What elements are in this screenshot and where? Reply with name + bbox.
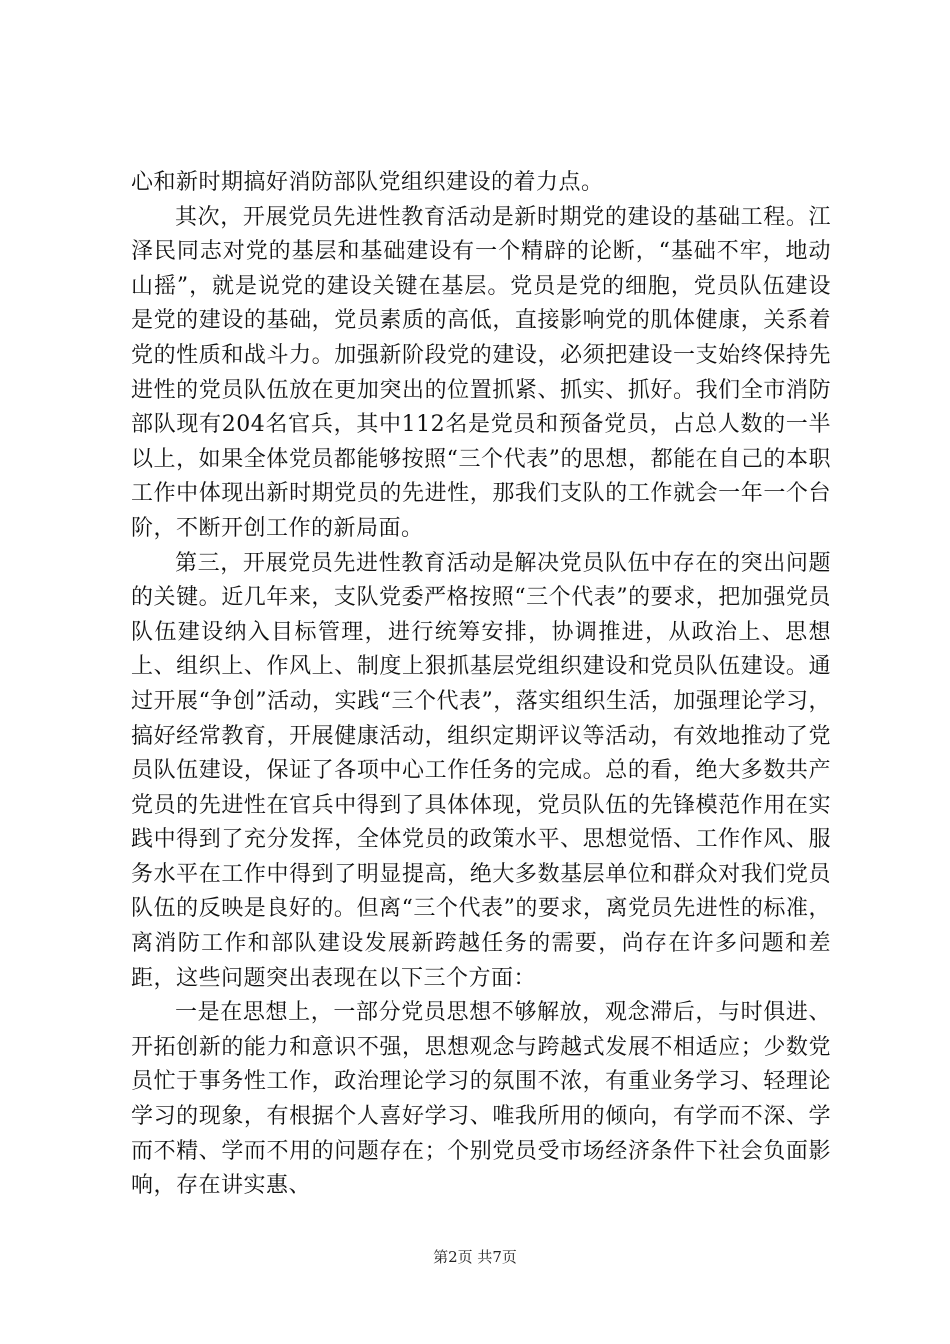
page-number-footer: 第2页 共7页 bbox=[433, 1248, 517, 1266]
paragraph-3: 第三，开展党员先进性教育活动是解决党员队伍中存在的突出问题的关键。近几年来，支队党委严格按照“三个代表”的要求，把加强党员队伍建设纳入目标管理，进行统筹安排，协调推进，从政治上、思想上、组织上、作风上、制度上狠抓基层党组织建设和党员队伍建设。通过开展“争创”活动，实践“三个代表”，落实组织生活，加强理论学习，搞好经常教育，开展健康活动，组织定期评议等活动，有效地推动了党员队伍建设，保证了各项中心工作任务的完成。总的看，绝大多数共产党员的先进性在官兵中得到了具体体现，党员队伍的先锋模范作用在实践中得到了充分发挥，全体党员的政策水平、思想觉悟、工作作风、服务水平在工作中得到了明显提高，绝大多数基层单位和群众对我们党员队伍的反映是良好的。但离“三个代表”的要求，离党员先进性的标准，离消防工作和部队建设发展新跨越任务的需要，尚存在许多问题和差距，这些问题突出表现在以下三个方面： bbox=[131, 550, 831, 991]
document-body bbox=[131, 166, 831, 1204]
paragraph-2: 其次，开展党员先进性教育活动是新时期党的建设的基础工程。江泽民同志对党的基层和基础建设有一个精辟的论断，“基础不牢，地动山摇”，就是说党的建设关键在基层。党员是党的细胞，党员队伍建设是党的建设的基础，党员素质的高低，直接影响党的肌体健康，关系着党的性质和战斗力。加强新阶段党的建设，必须把建设一支始终保持先进性的党员队伍放在更加突出的位置抓紧、抓实、抓好。我们全市消防部队现有204名官兵，其中112名是党员和预备党员，占总人数的一半以上，如果全体党员都能够按照“三个代表”的思想，都能在自己的本职工作中体现出新时期党员的先进性，那我们支队的工作就会一年一个台阶，不断开创工作的新局面。 bbox=[131, 204, 831, 541]
paragraph-1: 心和新时期搞好消防部队党组织建设的着力点。 bbox=[131, 170, 604, 195]
paragraph-4: 一是在思想上，一部分党员思想不够解放，观念滞后，与时俱进、开拓创新的能力和意识不强，思想观念与跨越式发展不相适应；少数党员忙于事务性工作，政治理论学习的氛围不浓，有重业务学习、轻理论学习的现象，有根据个人喜好学习、唯我所用的倾向，有学而不深、学而不精、学而不用的问题存在；个别党员受市场经济条件下社会负面影响，存在讲实惠、 bbox=[131, 1000, 831, 1199]
